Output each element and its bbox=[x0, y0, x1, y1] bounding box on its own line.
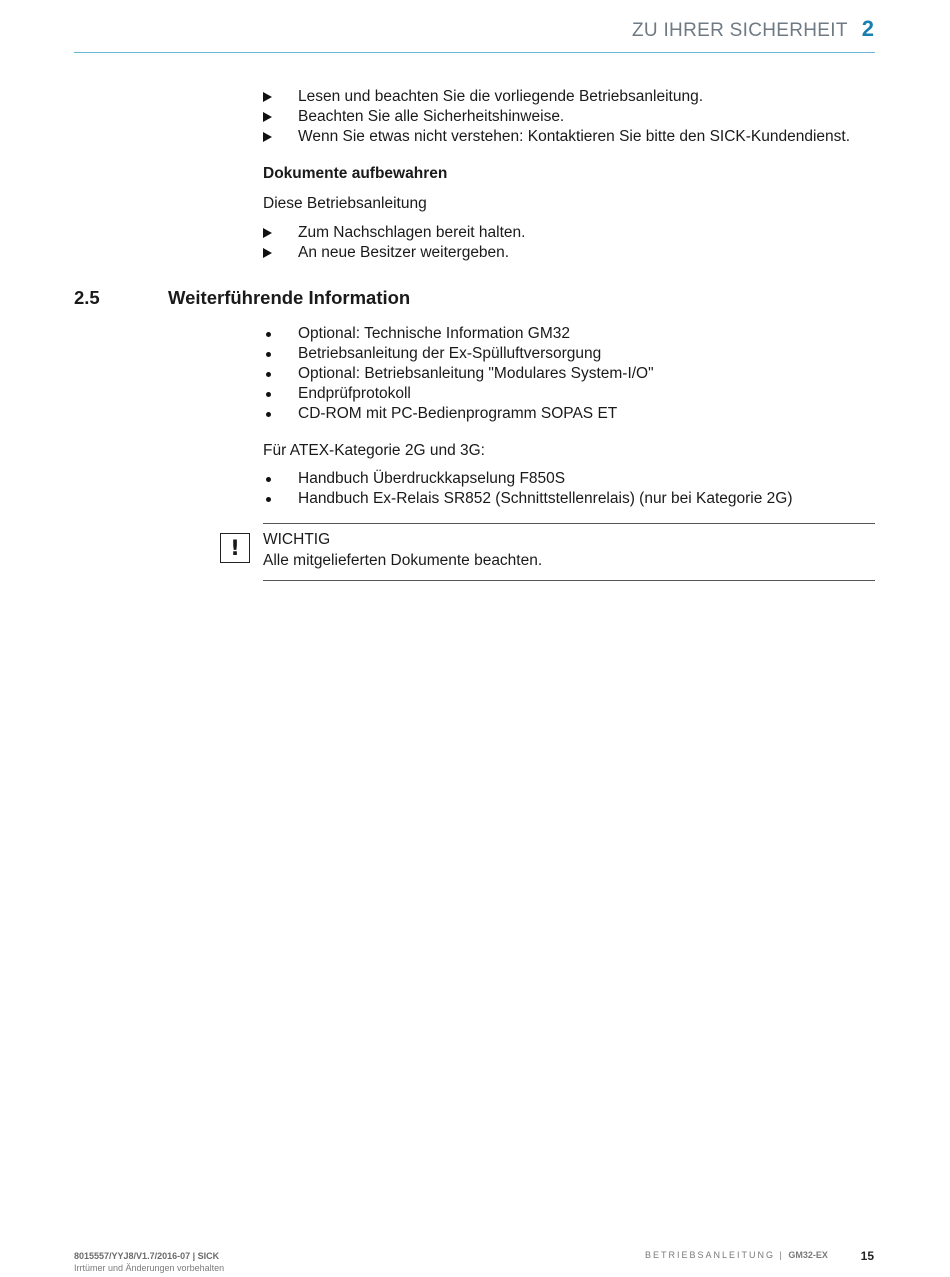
triangle-right-icon bbox=[263, 92, 272, 102]
page-number: 15 bbox=[860, 1249, 874, 1263]
atex-list bbox=[263, 469, 875, 509]
list-item: Handbuch Überdruckkapselung F850S bbox=[263, 469, 875, 489]
keep-docs-block bbox=[263, 223, 875, 263]
footer-doc-type bbox=[645, 1250, 828, 1260]
notice-top-rule bbox=[263, 523, 875, 524]
notice-bottom-rule bbox=[263, 580, 875, 581]
triangle-right-icon bbox=[263, 112, 272, 122]
running-header bbox=[632, 16, 874, 42]
chapter-title: ZU IHRER SICHERHEIT bbox=[631, 20, 848, 41]
bullet-dot-icon bbox=[266, 332, 271, 337]
list-item: CD-ROM mit PC-Bedienprogramm SOPAS ET bbox=[263, 404, 875, 424]
keep-docs-intro: Diese Betriebsanleitung bbox=[263, 195, 427, 212]
list-item: Optional: Technische Information GM32 bbox=[263, 324, 875, 344]
list-item: Beachten Sie alle Sicherheitshinweise. bbox=[263, 107, 875, 127]
atex-block bbox=[263, 469, 875, 509]
doc-code: 8015557/YYJ8/V1.7/2016-07 | SICK bbox=[74, 1251, 220, 1261]
section-number: 2.5 bbox=[74, 287, 100, 308]
bullet-dot-icon bbox=[266, 372, 271, 377]
instruction-block bbox=[263, 87, 875, 147]
further-info-list bbox=[263, 324, 875, 424]
footer-doc-info bbox=[74, 1250, 224, 1274]
list-item: Lesen und beachten Sie die vorliegende Betriebsanleitung. bbox=[263, 87, 875, 107]
doc-type: BETRIEBSANLEITUNG bbox=[645, 1250, 776, 1260]
atex-intro: Für ATEX-Kategorie 2G und 3G: bbox=[263, 442, 485, 459]
section-title: Weiterführende Information bbox=[168, 287, 411, 308]
bullet-dot-icon bbox=[266, 412, 271, 417]
keep-docs-heading: Dokumente aufbewahren bbox=[263, 165, 448, 182]
triangle-right-icon bbox=[263, 228, 272, 238]
disclaimer: Irrtümer und Änderungen vorbehalten bbox=[74, 1263, 225, 1273]
triangle-right-icon bbox=[263, 132, 272, 142]
list-item: Handbuch Ex-Relais SR852 (Schnittstellenrelais) (nur bei Kategorie 2G) bbox=[263, 489, 875, 509]
instruction-list bbox=[263, 87, 875, 147]
footer-separator: | bbox=[775, 1250, 789, 1260]
bullet-dot-icon bbox=[266, 497, 271, 502]
list-item: Betriebsanleitung der Ex-Spülluftversorgung bbox=[263, 344, 875, 364]
bullet-dot-icon bbox=[266, 392, 271, 397]
chapter-number: 2 bbox=[861, 16, 874, 41]
list-item: Optional: Betriebsanleitung "Modulares System-I/O" bbox=[263, 364, 875, 384]
list-item: Endprüfprotokoll bbox=[263, 384, 875, 404]
header-divider bbox=[74, 52, 875, 53]
further-info-block bbox=[263, 324, 875, 424]
bullet-dot-icon bbox=[266, 477, 271, 482]
list-item: Wenn Sie etwas nicht verstehen: Kontaktieren Sie bitte den SICK-Kundendienst. bbox=[263, 127, 875, 147]
list-item: An neue Besitzer weitergeben. bbox=[263, 243, 875, 263]
exclamation-icon: ! bbox=[220, 533, 250, 563]
notice-text: Alle mitgelieferten Dokumente beachten. bbox=[263, 552, 543, 569]
bullet-dot-icon bbox=[266, 352, 271, 357]
triangle-right-icon bbox=[263, 248, 272, 258]
keep-docs-list bbox=[263, 223, 875, 263]
product-name: GM32-EX bbox=[788, 1250, 828, 1260]
notice-label: WICHTIG bbox=[263, 531, 331, 548]
list-item: Zum Nachschlagen bereit halten. bbox=[263, 223, 875, 243]
